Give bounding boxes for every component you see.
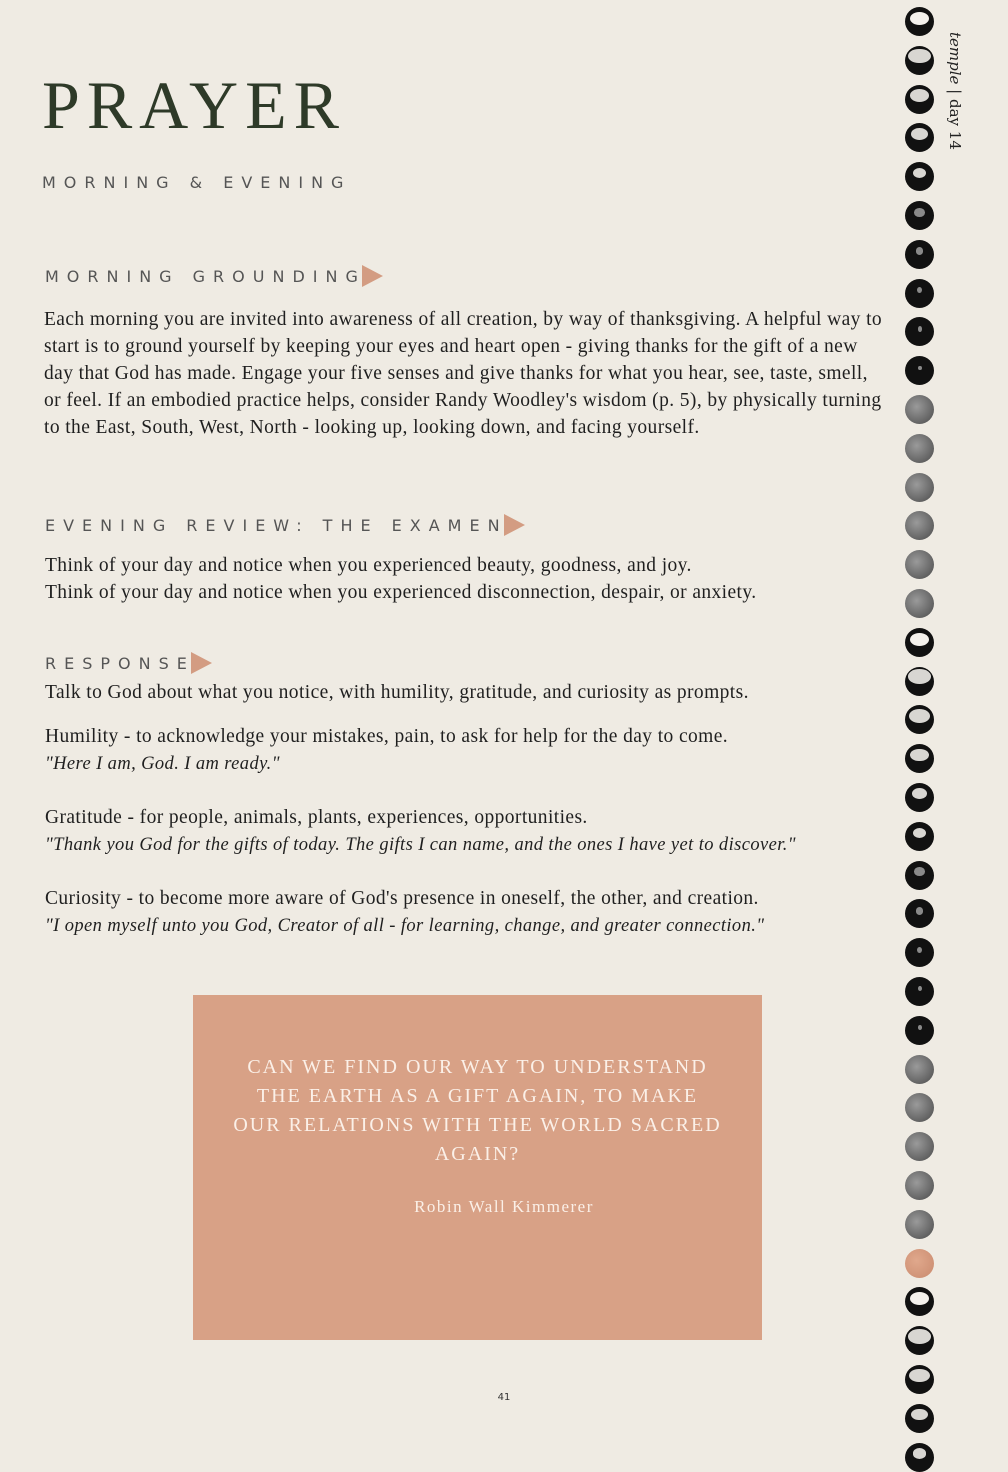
moon-phase-icon (905, 85, 934, 114)
moon-phase-icon (905, 744, 934, 773)
moon-phase-icon (905, 240, 934, 269)
quote-author: Robin Wall Kimmerer (414, 1197, 594, 1216)
moon-phase-icon (905, 1249, 934, 1278)
moon-phase-icon (905, 434, 934, 463)
moon-phase-icon (905, 317, 934, 346)
response-intro: Talk to God about what you notice, with humility, gratitude, and curiosity as prompts. (45, 682, 749, 703)
moon-phase-icon (905, 46, 934, 75)
moon-phase-icon (905, 1404, 934, 1433)
gratitude-quote: "Thank you God for the gifts of today. The gifts I can name, and the ones I have yet to discover." (45, 835, 796, 855)
moon-phase-icon (905, 279, 934, 308)
moon-phase-icon (905, 1443, 934, 1472)
morning-heading (45, 265, 383, 287)
triangle-arrow-icon (191, 652, 212, 674)
quote-text: CAN WE FIND OUR WAY TO UNDERSTAND THE EARTH AS A GIFT AGAIN, TO MAKE OUR RELATIONS WITH THE WORLD SACRED AGAIN? (233, 1056, 722, 1165)
moon-phase-icon (905, 1093, 934, 1122)
evening-line-1: Think of your day and notice when you experienced beauty, goodness, and joy. (45, 555, 692, 576)
moon-phase-icon (905, 705, 934, 734)
curiosity-quote: "I open myself unto you God, Creator of all - for learning, change, and greater connection." (45, 916, 765, 936)
moon-phase-icon (905, 667, 934, 696)
page-number: 41 (497, 1392, 511, 1403)
moon-phase-icon (905, 7, 934, 36)
moon-phase-icon (905, 395, 934, 424)
moon-phase-icon (905, 1016, 934, 1045)
evening-line-2: Think of your day and notice when you experienced disconnection, despair, or anxiety. (45, 582, 757, 603)
moon-phase-icon (905, 511, 934, 540)
moon-phase-icon (905, 977, 934, 1006)
moon-phase-icon (905, 861, 934, 890)
humility-quote: "Here I am, God. I am ready." (45, 754, 280, 774)
moon-phase-icon (905, 822, 934, 851)
moon-phase-icon (905, 1287, 934, 1316)
side-label-italic: temple (946, 32, 964, 85)
curiosity-line: Curiosity - to become more aware of God's presence in oneself, the other, and creation. (45, 888, 759, 909)
moon-phase-icon (905, 628, 934, 657)
side-label (946, 32, 964, 150)
moon-phase-icon (905, 1210, 934, 1239)
triangle-arrow-icon (504, 514, 525, 536)
moon-phase-icon (905, 1365, 934, 1394)
moon-phase-icon (905, 550, 934, 579)
morning-body: Each morning you are invited into awareness of all creation, by way of thanksgiving. A helpful way to start is to ground yourself by keeping your eyes and heart open - giving thanks for the gift of a new day that God has made. Engage your five senses and give thanks for what you hear, see, taste, smell, or feel. If an embodied practice helps, consider Randy Woodley's wisdom (p. 5), by physically turning to the East, South, West, North - looking up, looking down, and facing yourself. (44, 309, 883, 438)
evening-heading-text: EVENING REVIEW: THE EXAMEN (45, 515, 508, 535)
gratitude-line: Gratitude - for people, animals, plants, experiences, opportunities. (45, 807, 588, 828)
moon-phase-icon (905, 1171, 934, 1200)
moon-phase-icon (905, 162, 934, 191)
quote-box (193, 995, 762, 1340)
humility-line: Humility - to acknowledge your mistakes, pain, to ask for help for the day to come. (45, 726, 729, 747)
page-subtitle: MORNING & EVENING (42, 173, 352, 192)
response-heading-text: RESPONSE (45, 653, 195, 673)
moon-phase-icon (905, 1326, 934, 1355)
moon-phase-icon (905, 356, 934, 385)
page-title: PRAYER (42, 67, 347, 143)
morning-heading-text: MORNING GROUNDING (45, 266, 366, 286)
evening-heading (45, 514, 525, 536)
moon-phase-icon (905, 589, 934, 618)
triangle-arrow-icon (362, 265, 383, 287)
moon-phase-icon (905, 473, 934, 502)
moon-phase-strip (904, 7, 936, 1440)
moon-phase-icon (905, 201, 934, 230)
moon-phase-icon (905, 938, 934, 967)
moon-phase-icon (905, 1132, 934, 1161)
moon-phase-icon (905, 899, 934, 928)
moon-phase-icon (905, 123, 934, 152)
moon-phase-icon (905, 783, 934, 812)
side-label-rest: | day 14 (946, 84, 964, 150)
response-heading (45, 652, 212, 674)
moon-phase-icon (905, 1055, 934, 1084)
